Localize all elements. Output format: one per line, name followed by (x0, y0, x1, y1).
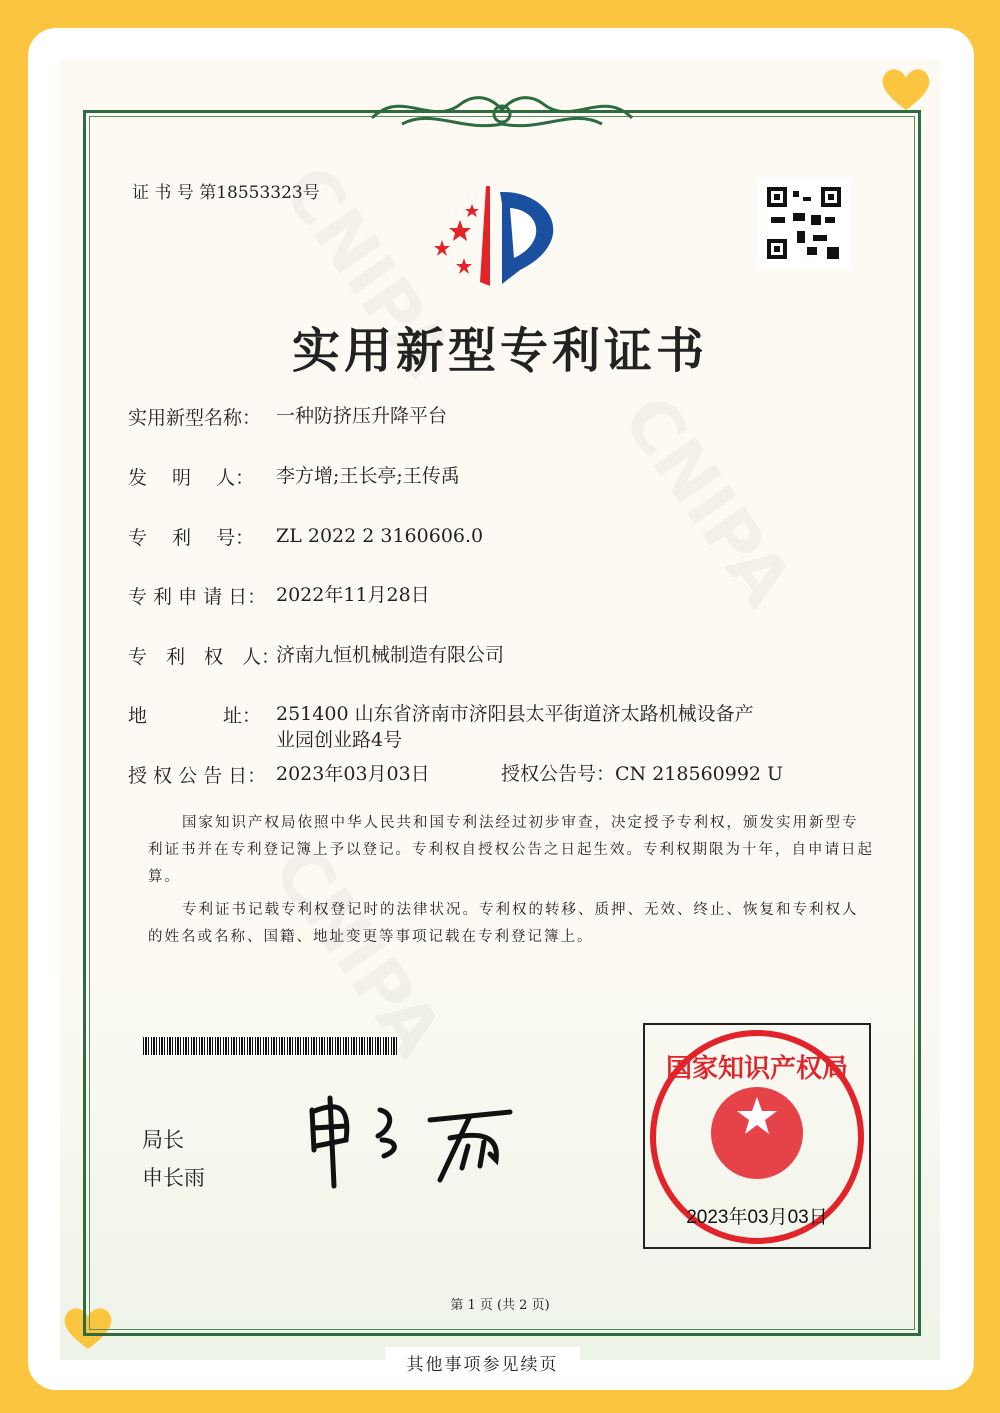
field-address: 地 址： 251400 山东省济南市济阳县太平街道济太路机械设备产 业园创业路4号 (128, 703, 754, 751)
official-seal (643, 1023, 871, 1249)
page-indicator: 第 1 页 (共 2 页) (450, 1298, 550, 1313)
statement-paragraph: 国家知识产权局依照中华人民共和国专利法经过初步审查，决定授予专利权，颁发实用新型专利证书并在专利登记簿上予以登记。专利权自授权公告之日起生效。专利权期限为十年，自申请日起算。 (148, 815, 874, 885)
qr-code (757, 177, 851, 269)
barcode (143, 1037, 397, 1055)
pub-number-label: 授权公告号： (501, 763, 616, 785)
director-name: 申长雨 (142, 1166, 205, 1190)
field-grant-date: 授 权 公 告 日： 2023年03月03日 授权公告号： CN 218560992 U (128, 763, 784, 787)
field-name: 实用新型名称： 一种防挤压升降平台 (128, 405, 448, 429)
director-title: 局长 (142, 1128, 184, 1152)
field-application-date: 专 利 申 请 日： 2022年11月28日 (128, 584, 430, 608)
cnipa-logo (430, 180, 575, 290)
seal-text: 国家知识产权局 (665, 1054, 849, 1084)
page-title: 实用新型专利证书 (291, 323, 708, 379)
field-inventors: 发 明 人： 李方增;王长亭;王传禹 (128, 465, 460, 489)
heart-icon (880, 66, 932, 112)
statement-paragraph: 专利证书记载专利权登记时的法律状况。专利权的转移、质押、无效、终止、恢复和专利权人的姓名或名称、国籍、地址变更等事项记载在专利登记簿上。 (148, 902, 859, 945)
pub-number: CN 218560992 U (615, 763, 784, 785)
ornament-header (362, 88, 642, 134)
continued-note: 其他事项参见续页 (385, 1347, 580, 1383)
signature (300, 1090, 520, 1190)
field-patent-number: 专 利 号： ZL 2022 2 3160606.0 (128, 525, 484, 549)
seal-date: 2023年03月03日 (686, 1207, 828, 1228)
field-patentee: 专 利 权 人： 济南九恒机械制造有限公司 (128, 644, 505, 668)
certificate-number: 证 书 号 第18553323号 (132, 183, 320, 203)
